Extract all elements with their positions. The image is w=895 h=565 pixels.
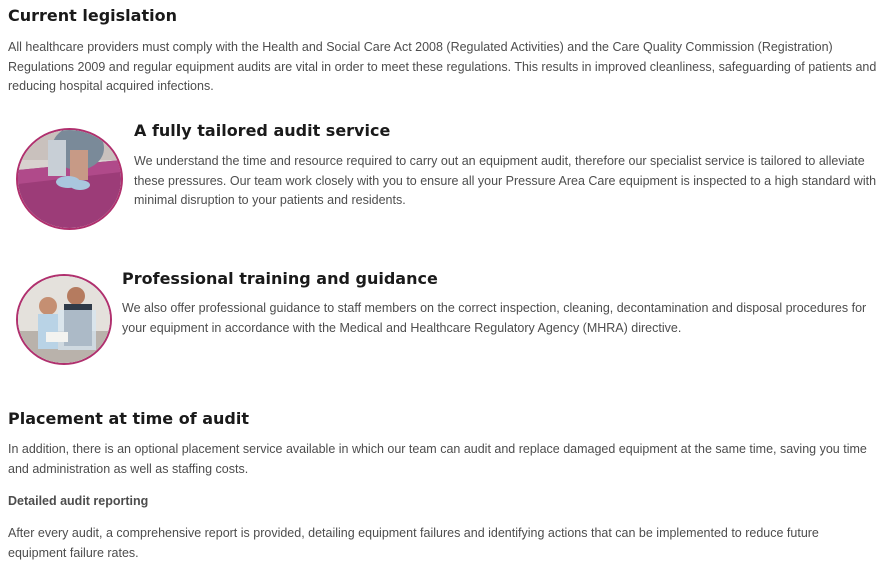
training-heading: Professional training and guidance: [122, 269, 438, 288]
training-photo: [16, 274, 112, 365]
audit-photo: [16, 128, 123, 230]
placement-body: In addition, there is an optional placement service available in which our team can audit and replace damaged equipment at the same time, saving you time and administration as well as staffing costs.: [8, 442, 867, 476]
audit-service-body: We understand the time and resource required to carry out an equipment audit, therefore our specialist service is tailored to alleviate these pressures. Our team work closely with you to ensure all your Pressure Area Care equipment is inspected to a high standard with minimal disruption to your patients and residents.: [134, 154, 877, 207]
reporting-subheading: Detailed audit reporting: [8, 494, 149, 508]
audit-service-heading: A fully tailored audit service: [134, 121, 391, 140]
placement-heading: Placement at time of audit: [8, 409, 250, 428]
reporting-body: After every audit, a comprehensive report is provided, detailing equipment failures and identifying actions that can be implemented to reduce future equipment failure rates.: [8, 526, 819, 560]
training-body: We also offer professional guidance to staff members on the correct inspection, cleaning, decontamination and disposal procedures for your equipment in accordance with the Medical and Healthcare Regulatory Agency (MHRA) directive.: [122, 301, 867, 335]
legislation-body: All healthcare providers must comply with the Health and Social Care Act 2008 (Regulated Activities) and the Care Quality Commission (Registration) Regulations 2009 and regular equipment audits are vital in order to meet these regulations. This results in improved cleanliness, safeguarding of patients and reducing hospital acquired infections.: [8, 40, 877, 93]
legislation-heading: Current legislation: [8, 6, 177, 25]
